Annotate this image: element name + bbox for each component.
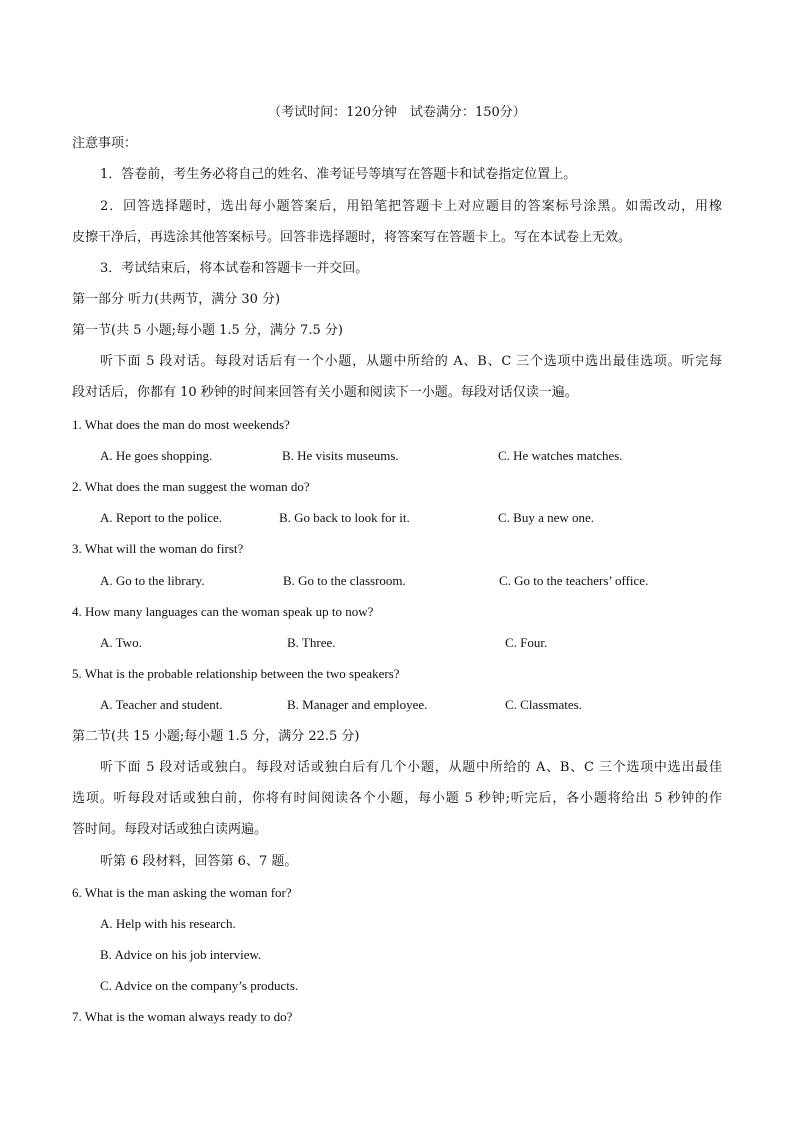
question-1-option-c: C. He watches matches. — [498, 448, 623, 463]
question-3-option-c: C. Go to the teachers’ office. — [499, 573, 649, 588]
notice-title: 注意事项： — [72, 136, 138, 151]
question-7-stem: 7. What is the woman always ready to do? — [72, 1009, 293, 1024]
question-2-option-c: C. Buy a new one. — [498, 510, 595, 525]
question-6-option-b: B. Advice on his job interview. — [100, 947, 262, 962]
notice-item-2-line-2: 皮擦干净后，再选涂其他答案标号。回答非选择题时，将答案写在答题卡上。写在本试卷上无效。 — [72, 230, 632, 245]
question-3-option-a: A. Go to the library. — [100, 573, 205, 588]
question-1-option-b: B. He visits museums. — [282, 448, 399, 463]
question-3-option-b: B. Go to the classroom. — [283, 573, 406, 588]
question-2-option-a: A. Report to the police. — [100, 510, 223, 525]
notice-item-3: 3．考试结束后，将本试卷和答题卡一并交回。 — [100, 261, 369, 276]
part1-title: 第一部分 听力(共两节，满分 30 分) — [72, 292, 281, 307]
section2-instruction-line-2: 选项。听每段对话或独白前，你将有时间阅读各个小题，每小题 5 秒钟;听完后，各小题将给出 5 秒钟的作 — [72, 791, 722, 806]
question-6-option-a: A. Help with his research. — [100, 916, 236, 931]
section1-instruction-line-1: 听下面 5 段对话。每段对话后有一个小题，从题中所给的 A、B、C 三个选项中选出最佳选项。听完每 — [100, 354, 722, 369]
question-4-option-b: B. Three. — [287, 635, 336, 650]
question-1-option-a: A. He goes shopping. — [100, 448, 213, 463]
question-5-stem: 5. What is the probable relationship between the two speakers? — [72, 666, 400, 681]
question-4-option-c: C. Four. — [505, 635, 548, 650]
notice-item-1: 1．答卷前，考生务必将自己的姓名、准考证号等填写在答题卡和试卷指定位置上。 — [100, 167, 577, 182]
notice-item-2-line-1: 2．回答选择题时，选出每小题答案后，用铅笔把答题卡上对应题目的答案标号涂黑。如需改动，用橡 — [100, 199, 722, 214]
section2-title: 第二节(共 15 小题;每小题 1.5 分，满分 22.5 分) — [72, 729, 360, 744]
section2-instruction-line-3: 答时间。每段对话或独白读两遍。 — [72, 822, 268, 837]
section2-instruction-line-1: 听下面 5 段对话或独白。每段对话或独白后有几个小题，从题中所给的 A、B、C 三个选项中选出最佳 — [100, 760, 722, 775]
question-5-option-b: B. Manager and employee. — [287, 697, 428, 712]
question-1-stem: 1. What does the man do most weekends? — [72, 417, 290, 432]
question-2-option-b: B. Go back to look for it. — [279, 510, 410, 525]
question-5-option-a: A. Teacher and student. — [100, 697, 223, 712]
question-4-option-a: A. Two. — [100, 635, 142, 650]
question-6-option-c: C. Advice on the company’s products. — [100, 978, 299, 993]
question-4-stem: 4. How many languages can the woman speak up to now? — [72, 604, 374, 619]
question-5-option-c: C. Classmates. — [505, 697, 582, 712]
material-6-heading: 听第 6 段材料，回答第 6、7 题。 — [100, 854, 298, 869]
exam-info: （考试时间：120分钟 试卷满分：150分） — [268, 105, 526, 120]
section1-title: 第一节(共 5 小题;每小题 1.5 分，满分 7.5 分) — [72, 323, 343, 338]
question-2-stem: 2. What does the man suggest the woman do? — [72, 479, 310, 494]
question-3-stem: 3. What will the woman do first? — [72, 541, 244, 556]
section1-instruction-line-2: 段对话后，你都有 10 秒钟的时间来回答有关小题和阅读下一小题。每段对话仅读一遍。 — [72, 385, 578, 400]
question-6-stem: 6. What is the man asking the woman for? — [72, 885, 292, 900]
